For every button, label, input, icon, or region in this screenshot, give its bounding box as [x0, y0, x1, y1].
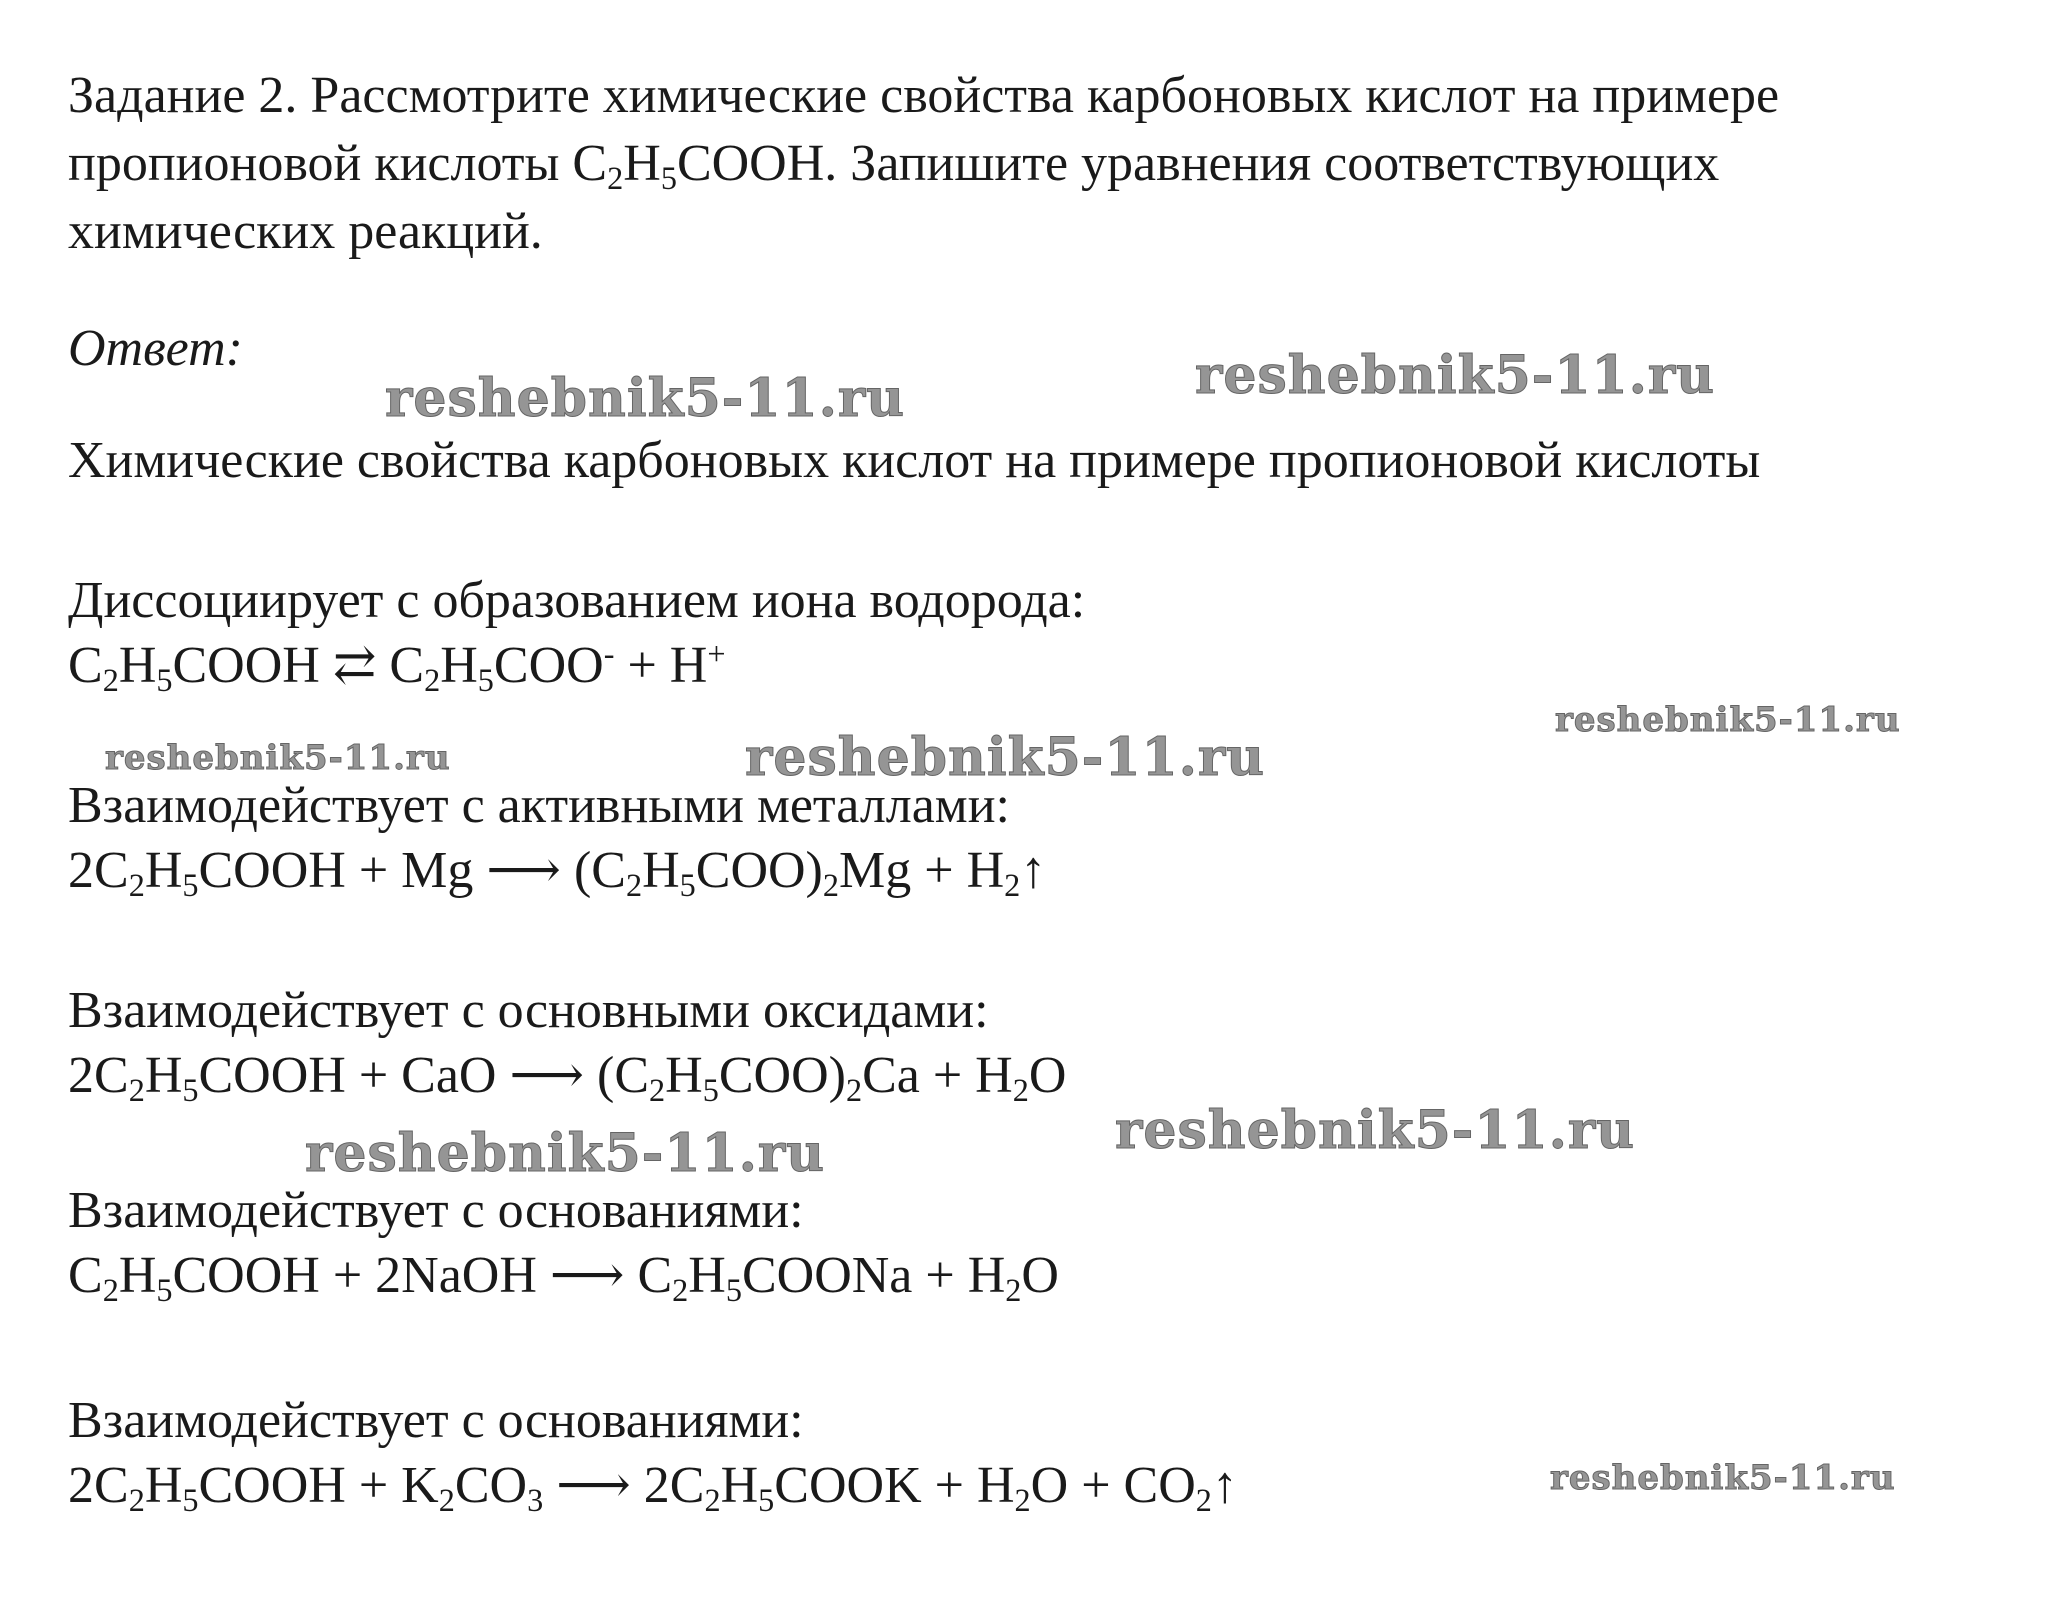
equation-bases: $C_2H_5COOH$ + 2NaOH ⟶ $C_2H_5COONa + H_2O$: [68, 1247, 1059, 1309]
answer-label: Ответ:: [68, 320, 243, 377]
watermark: reshebnik5-11.ru: [1195, 345, 1716, 406]
equation-dissociation: $C_2H_5COOH$ ⇄ $C_2H_5COO^- + H^+$: [68, 635, 726, 699]
watermark: reshebnik5-11.ru: [385, 368, 906, 429]
task-line-1: Задание 2. Рассмотрите химические свойства карбоновых кислот на примере: [68, 67, 1780, 124]
watermark: reshebnik5-11.ru: [305, 1123, 826, 1184]
equation-basic-oxides: $2C_2H_5COOH$ + CaO ⟶ $(C_2H_5COO)_2Ca + H_2O$: [68, 1047, 1067, 1109]
statement-basic-oxides: Взаимодействует с основными оксидами:: [68, 982, 989, 1039]
watermark: reshebnik5-11.ru: [1550, 1458, 1896, 1498]
statement-salts: Взаимодействует с основаниями:: [68, 1392, 804, 1449]
statement-dissociation: Диссоциирует с образованием иона водорода:: [68, 572, 1086, 629]
equation-active-metals: $2C_2H_5COOH + Mg$ ⟶ $(C_2H_5COO)_2Mg$ + $H_2↑$: [68, 842, 1047, 904]
watermark: reshebnik5-11.ru: [745, 727, 1266, 788]
task-line-3: химических реакций.: [68, 203, 543, 260]
statement-bases: Взаимодействует с основаниями:: [68, 1182, 804, 1239]
equation-salts: $2C_2H_5COOH + K_2CO_3$ ⟶ $2C_2H_5COOK + H_2O$ + $CO_2↑$: [68, 1457, 1238, 1519]
watermark: reshebnik5-11.ru: [105, 738, 451, 778]
statement-active-metals: Взаимодействует с активными металлами:: [68, 777, 1010, 834]
task-line-2: пропионовой кислоты $C_2H_5COOH$. Запишите уравнения соответствующих: [68, 135, 1720, 197]
answer-heading: Химические свойства карбоновых кислот на примере пропионовой кислоты: [68, 432, 1761, 489]
task-statement: [68, 62, 1779, 266]
watermark: reshebnik5-11.ru: [1555, 700, 1901, 740]
watermark: reshebnik5-11.ru: [1115, 1100, 1636, 1161]
